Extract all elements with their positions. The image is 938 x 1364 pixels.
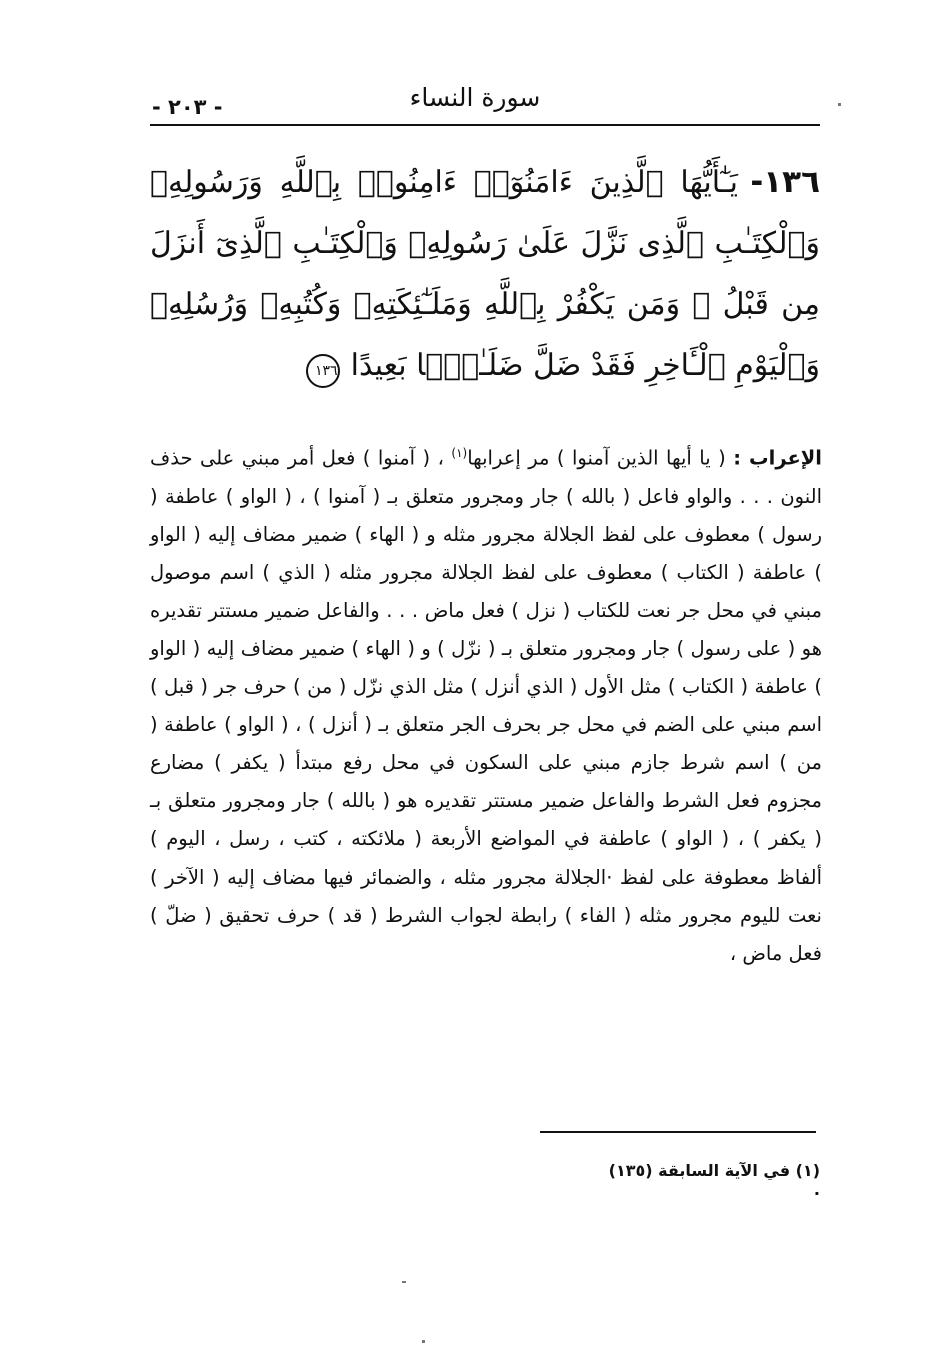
verse-block [150,152,820,412]
verse-end-mark: ١٣٦ [306,354,340,388]
page-number: - ٢٠٣ - [152,95,223,119]
footnote-rule [540,1131,816,1133]
footnote: (١) في الآية السابقة (١٣٥) . [608,1161,820,1199]
scan-speck [422,1340,425,1343]
irab-text-part1: ( يا أيها الذين آمنوا ) مر إعرابها [467,446,726,470]
irab-label: الإعراب : [733,446,822,470]
surah-title: سورة النساء [409,83,541,112]
header-rule [150,124,820,126]
scan-speck [838,103,841,106]
footnote-reference: (١) [451,446,468,460]
verse-number: ١٣٦- [750,164,820,200]
irab-block [150,434,822,973]
irab-text-part2: ، ( آمنوا ) فعل أمر مبني على حذف النون . . . والواو فاعل ( بالله ) جار ومجرور متعلق بـ ( آمنوا ) ، ( الواو ) عاطفة ( رسول ) معطوف على لفظ الجلالة مجرور مثله و ( الهاء ) ضمير مضاف إليه ( الواو ) عاطفة ( الكتاب ) معطوف على لفظ الجلالة مجرور مثله ( الذي ) اسم موصول مبني في محل جر نعت للكتاب ( نزل ) فعل ماض . . . والفاعل ضمير مستتر تقديره هو ( على رسول ) جار ومجرور متعلق بـ ( نزّل ) و ( الهاء ) ضمير مضاف إليه ( الواو ) عاطفة ( الكتاب ) مثل الأول ( الذي أنزل ) مثل الذي نزّل ( من ) حرف جر ( قبل ) اسم مبني على الضم في محل جر بحرف الجر متعلق بـ ( أنزل ) ، ( الواو ) عاطفة ( من ) اسم شرط جازم مبني على السكون في محل رفع مبتدأ ( يكفر ) مضارع مجزوم فعل الشرط والفاعل ضمير مستتر تقديره هو ( بالله ) جار ومجرور متعلق بـ ( يكفر ) ، ( الواو ) عاطفة في المواضع الأربعة ( ملائكته ، كتب ، رسل ، اليوم ) ألفاظ معطوفة على لفظ ·الجلالة مجرور مثله ، والضمائر فيها مضاف إليه ( الآخر ) نعت لليوم مجرور مثله ( الفاء ) رابطة لجواب الشرط ( قد ) حرف تحقيق ( ضلّ ) فعل ماض ، [150,446,822,965]
scan-speck [402,1281,406,1283]
verse-text: يَـٰٓأَيُّهَا ٱلَّذِينَ ءَامَنُوٓا۟ ءَامِنُوا۟ بِٱللَّهِ وَرَسُولِهِۦ وَٱلْكِتَـٰبِ ٱلَّذِى نَزَّلَ عَلَىٰ رَسُولِهِۦ وَٱلْكِتَـٰبِ ٱلَّذِىٓ أَنزَلَ مِن قَبْلُ ۚ وَمَن يَكْفُرْ بِٱللَّهِ وَمَلَـٰٓئِكَتِهِۦ وَكُتُبِهِۦ وَرُسُلِهِۦ وَٱلْيَوْمِ ٱلْـَٔاخِرِ فَقَدْ ضَلَّ ضَلَـٰلًۢا بَعِيدًا [150,165,820,383]
